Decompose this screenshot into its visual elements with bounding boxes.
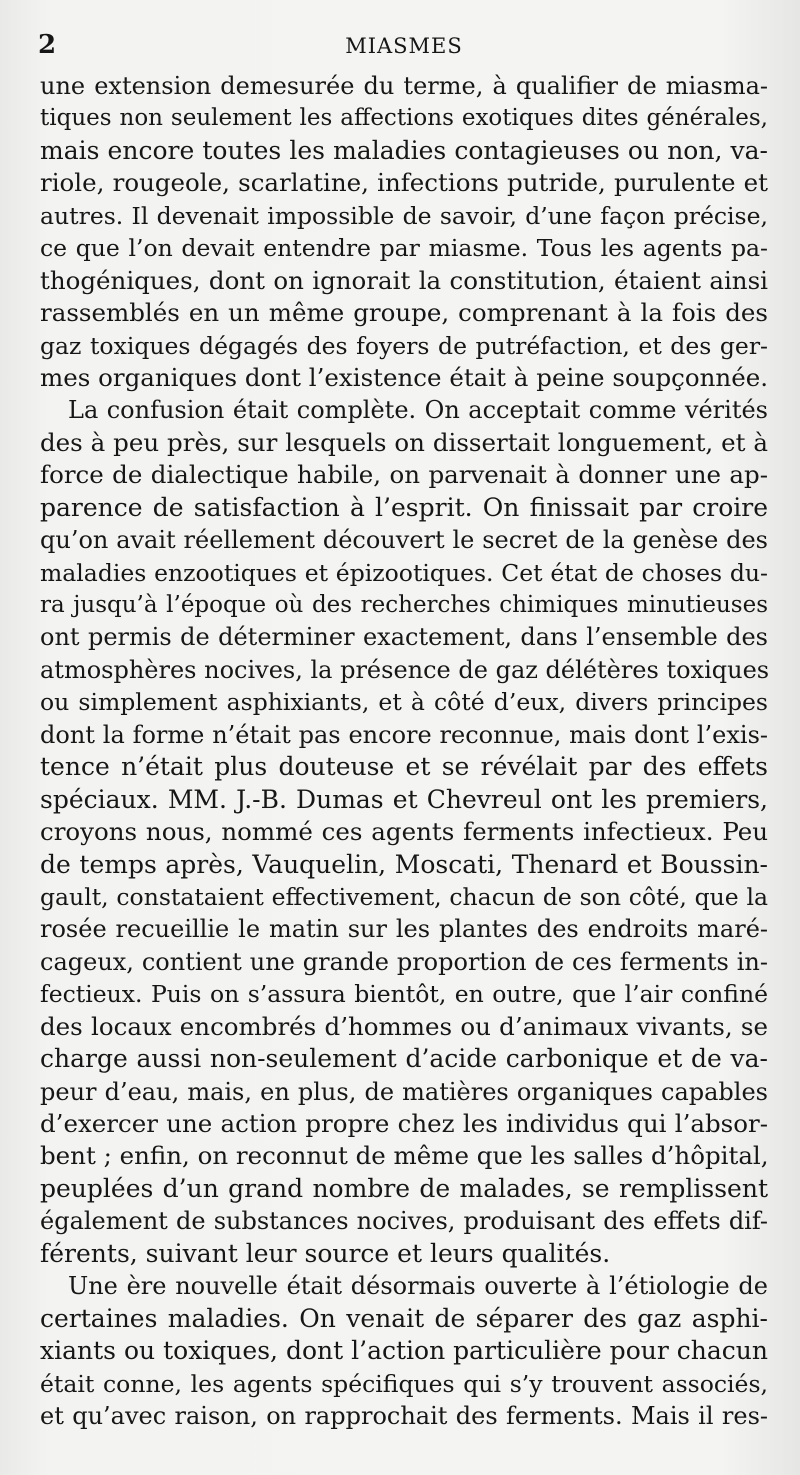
text-line: ou simplement asphixiants, et à côté d’eux, divers principes	[40, 688, 768, 717]
text-line: rassemblés en un même groupe, comprenant à la fois des	[40, 298, 768, 328]
text-line: mais encore toutes les maladies contagieuses ou non, va-	[40, 135, 768, 165]
text-line: force de dialectique habile, on parvenait à donner une ap-	[40, 460, 768, 490]
paragraph	[40, 1270, 768, 1432]
text-line: une extension demesurée du terme, à qualifier de miasma-	[40, 72, 768, 100]
text-line: des locaux encombrés d’hommes ou d’animaux vivants, se	[40, 1011, 768, 1041]
text-line: mes organiques dont l’existence était à peine soupçonnée.	[40, 362, 768, 392]
text-line: qu’on avait réellement découvert le secret de la genèse des	[40, 526, 768, 555]
text-line: autres. Il devenait impossible de savoir, d’une façon précise,	[40, 201, 768, 230]
running-title: MIASMES	[345, 34, 463, 58]
paragraph	[40, 394, 768, 1270]
text-line: cageux, contient une grande proportion de ces ferments in-	[40, 947, 768, 976]
text-line: thogéniques, dont on ignorait la constitution, étaient ainsi	[40, 265, 768, 295]
text-line: ra jusqu’à l’époque où des recherches chimiques minutieuses	[40, 592, 768, 618]
text-line: des à peu près, sur lesquels on dissertait longuement, et à	[40, 427, 768, 457]
text-line: également de substances nocives, produisant des effets dif-	[40, 1207, 768, 1236]
page-number: 2	[38, 30, 57, 60]
text-line: maladies enzootiques et épizootiques. Cet état de choses du-	[40, 558, 768, 587]
paragraph	[40, 70, 768, 394]
text-line: gault, constataient effectivement, chacun de son côté, que la	[40, 882, 768, 911]
text-line: fectieux. Puis on s’assura bientôt, en outre, que l’air confiné	[40, 980, 768, 1009]
text-line: rosée recueillie le matin sur les plantes des endroits maré-	[40, 915, 768, 944]
text-line: ce que l’on devait entendre par miasme. Tous les agents pa-	[40, 234, 768, 263]
text-line: La confusion était complète. On acceptait comme vérités	[68, 396, 768, 425]
text-line: charge aussi non-seulement d’acide carbonique et de va-	[40, 1044, 768, 1074]
text-line: croyons nous, nommé ces agents ferments infectieux. Peu	[40, 817, 768, 847]
text-line: peur d’eau, mais, en plus, de matières organiques capables	[40, 1077, 768, 1106]
text-line: tence n’était plus douteuse et se révélait par des effets	[40, 752, 768, 782]
body-text	[40, 70, 768, 1432]
text-line: gaz toxiques dégagés des foyers de putréfaction, et des ger-	[40, 331, 768, 360]
page-header	[38, 30, 770, 62]
text-line: xiants ou toxiques, dont l’action particulière pour chacun	[40, 1336, 768, 1366]
text-line: riole, rougeole, scarlatine, infections putride, purulente et	[40, 168, 768, 198]
text-line: bent ; enfin, on reconnut de même que les salles d’hôpital,	[40, 1141, 769, 1171]
text-line: peuplées d’un grand nombre de malades, se remplissent	[40, 1173, 768, 1203]
text-line: et qu’avec raison, on rapprochait des ferments. Mais il res-	[40, 1401, 768, 1430]
text-line: de temps après, Vauquelin, Moscati, Thenard et Boussin-	[40, 849, 768, 879]
text-line: spéciaux. MM. J.-B. Dumas et Chevreul ont les premiers,	[40, 784, 768, 814]
text-line: ont permis de déterminer exactement, dans l’ensemble des	[40, 623, 768, 652]
text-line: tiques non seulement les affections exotiques dites générales,	[40, 105, 768, 132]
text-line: certaines maladies. On venait de séparer des gaz asphi-	[40, 1303, 768, 1333]
text-line: férents, suivant leur source et leurs qualités.	[40, 1238, 611, 1268]
text-line: atmosphères nocives, la présence de gaz délétères toxiques	[40, 655, 770, 684]
text-line: dont la forme n’était pas encore reconnue, mais dont l’exis-	[40, 720, 768, 749]
text-line: parence de satisfaction à l’esprit. On finissait par croire	[40, 492, 768, 522]
text-line: Une ère nouvelle était désormais ouverte à l’étiologie de	[68, 1272, 768, 1301]
text-line: d’exercer une action propre chez les individus qui l’absor-	[40, 1109, 768, 1138]
text-line: était conne, les agents spécifiques qui s’y trouvent associés,	[40, 1369, 768, 1398]
